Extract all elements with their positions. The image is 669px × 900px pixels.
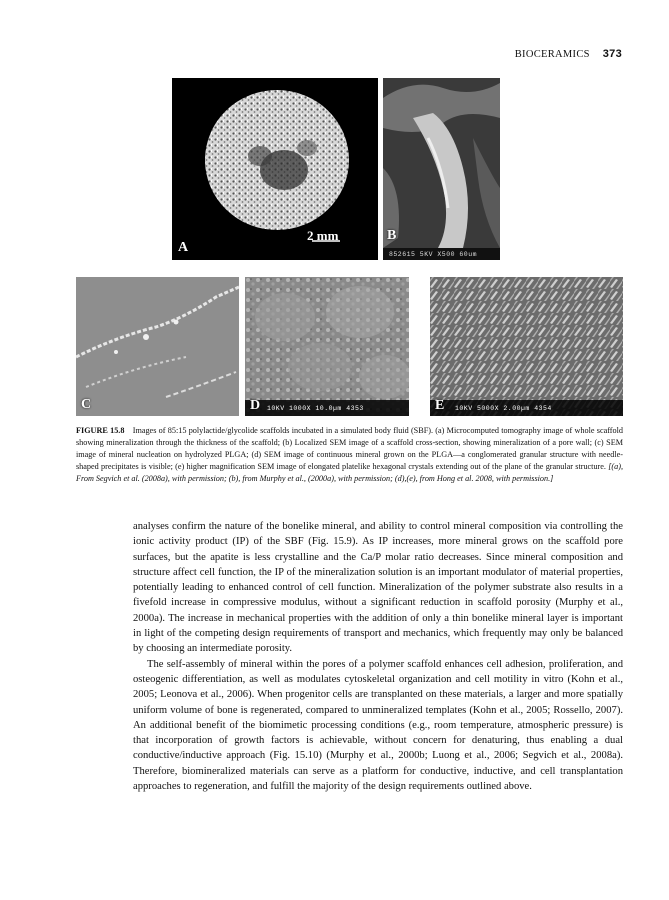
sem-info-bar: 10KV 1000X 10.0µm 4353 [267,405,364,412]
caption-credit: [(a), From Segvich et al. (2008a), with permission; (b), from Murphy et al., (2000a), with permission; (d),(e), from Hong et al. 2008, with permission.] [76,462,624,483]
scale-bar-label: 2 mm [307,228,339,243]
figure-panel-a [172,78,378,260]
body-paragraph: The self-assembly of mineral within the pores of a polymer scaffold enhances cell adhesion, proliferation, and osteogenic differentiation, as well as modulates cytoskeletal organization and cell motility in vitro (Kohn et al., 2005; Leonova et al., 2006). When progenitor cells are transplanted on these materials, a larger and more spatially uniform volume of bone is regenerated, compared to unmineralized templates (Kohn et al., 2005; Rossello, 2007). An additional benefit of the biomimetic processing conditions (e.g., room temperature, atmospheric pressure) is that incorporation of growth factors is achievable, without concern for denaturing, thus enabling a dual conductive/inductive approach (Fig. 15.10) (Murphy et al., 2000b; Luong et al., 2006; Segvich et al., 2008a). Therefore, biomineralized materials can serve as a platform for conductive, inductive, and cell transplantation approaches to regeneration, and fulfill the majority of the design requirements outlined above. [133,658,623,793]
sem-cross-section-image [383,78,500,260]
sem-nucleation-image [76,277,239,416]
micro-ct-image [172,78,378,260]
figure-panel-e [430,277,623,416]
caption-text: Images of 85:15 polylactide/glycolide scaffolds incubated in a simulated body fluid (SBF). (a) Microcomputed tomography image of whole scaffold showing mineralization through the thickness of the scaffold; (b) Localized SEM image of a scaffold cross-section, showing mineralization of a pore wall; (c) SEM image of mineral nucleation on hydrolyzed PLGA; (d) SEM image of continuous mineral grown on the PLGA—a conglomerated granular structure with needle-shaped precipitates is visible; (e) higher magnification SEM image of elongated platelike hexagonal crystals extending out of the plane of the granular structure. [76,426,623,471]
running-header [515,48,622,60]
body-text [133,519,623,794]
figure-caption [76,425,623,485]
body-paragraph: analyses confirm the nature of the bonelike mineral, and ability to control mineral composition via controlling the ionic activity product (IP) of the SBF (Fig. 15.9). As IP increases, more mineral grows on the scaffold pore surfaces, but the apatite is less crystalline and the Ca/P molar ratio decreases. Since mineral composition and structure affect cell function, the IP of the mineralization solution is an important modulator of material properties, potentially leading to enhanced control of cell function. Mineralization of the polymer substrate also results in a fivefold increase in compressive modulus, without a significant reduction in scaffold porosity (Murphy et al., 2000a). The increase in mechanical properties with the addition of only a thin bonelike mineral layer is important in light of the competing design requirements of transport and mechanics, which frequently may only be balanced by choosing an intermediate porosity. [133,521,623,655]
figure-panel-b [383,78,500,260]
sem-crystal-image [430,277,623,416]
panel-label-e: E [435,398,445,413]
figure-number: FIGURE 15.8 [76,426,125,435]
running-title: BIOCERAMICS [514,49,590,60]
sem-granular-image [245,277,409,416]
panel-label-c: C [81,397,92,412]
figure-panel-c [76,277,239,416]
page-number: 373 [602,48,622,60]
panel-label-a: A [178,240,189,255]
sem-info-bar: 10KV 5000X 2.00µm 4354 [455,405,552,412]
panel-label-d: D [250,398,261,413]
figure-panel-d [245,277,409,416]
sem-info-bar: 852615 5KV X500 60um [389,251,478,258]
panel-label-b: B [387,228,397,243]
